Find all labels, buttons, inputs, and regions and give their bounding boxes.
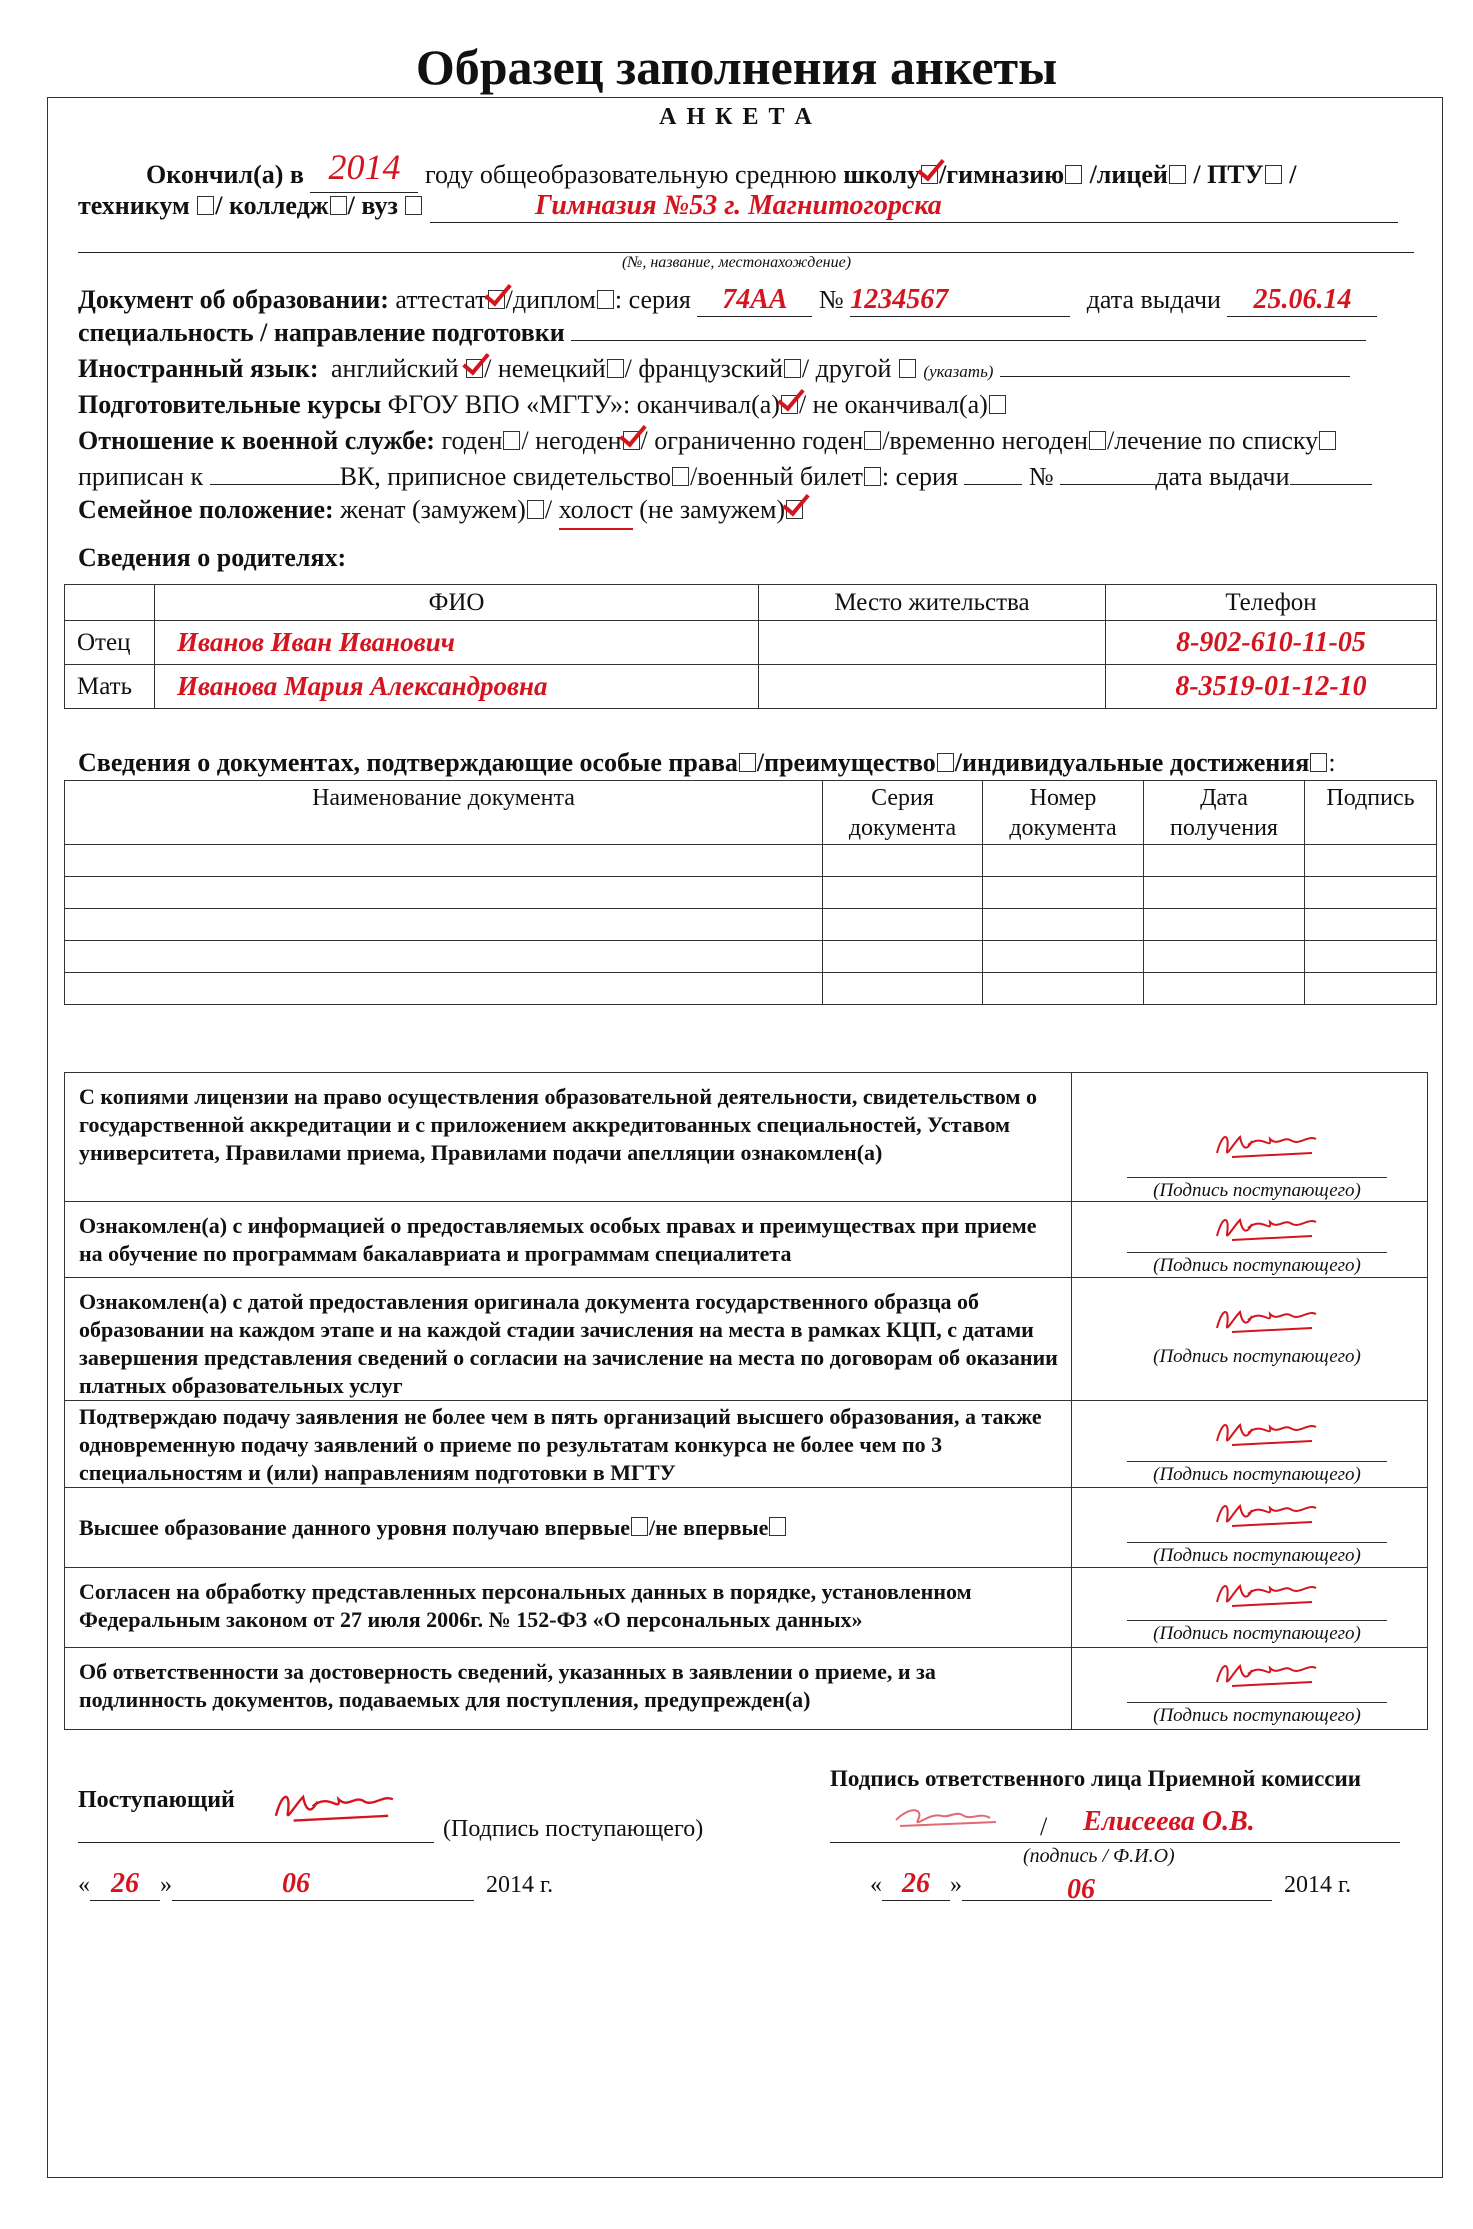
quote-open: « xyxy=(78,1872,90,1898)
table-cell[interactable] xyxy=(65,845,823,877)
parents-header-role xyxy=(65,585,155,621)
special-header-name: Наименование документа xyxy=(65,781,823,845)
commission-day-field[interactable] xyxy=(882,1868,950,1901)
table-cell[interactable] xyxy=(983,941,1144,973)
education-line-2 xyxy=(78,190,1398,223)
military-line-2 xyxy=(78,462,1372,492)
table-cell[interactable] xyxy=(823,877,983,909)
special-heading-a: Сведения о документах, подтверждающие особые права xyxy=(78,748,738,777)
college-checkbox[interactable] xyxy=(330,196,347,215)
mother-phone-cell[interactable] xyxy=(1106,665,1437,709)
diploma-checkbox[interactable] xyxy=(597,290,614,309)
applicant-caption: (Подпись поступающего) xyxy=(443,1816,704,1842)
acknowledgements-table xyxy=(64,1072,1428,1730)
acknowledgement-signature-cell[interactable] xyxy=(1072,1648,1428,1730)
military-series-field[interactable] xyxy=(964,484,1022,485)
father-role: Отец xyxy=(65,621,155,665)
not-first-time-checkbox[interactable] xyxy=(769,1517,786,1536)
form-title: А Н К Е Т А xyxy=(659,104,814,130)
acknowledgement-signature-cell[interactable] xyxy=(1072,1568,1428,1648)
table-cell[interactable] xyxy=(983,973,1144,1005)
year-field[interactable] xyxy=(310,147,418,193)
table-row xyxy=(65,845,1437,877)
specialty-label: специальность / направление подготовки xyxy=(78,318,565,347)
military-number-field[interactable] xyxy=(1060,484,1155,485)
applicant-month: 06 xyxy=(282,1868,310,1899)
temp-unfit-label: /временно негоден xyxy=(882,426,1088,455)
english-label: английский xyxy=(331,354,459,383)
language-label: Иностранный язык: xyxy=(78,354,319,383)
father-address[interactable] xyxy=(759,621,1106,665)
advantage-checkbox[interactable] xyxy=(937,753,954,772)
series-field[interactable] xyxy=(697,284,812,317)
acknowledgement-row xyxy=(65,1202,1428,1278)
date-field[interactable] xyxy=(1227,284,1377,317)
acknowledgement-text: Согласен на обработку представленных персональных данных в порядке, установленном Федеральным законом от 27 июля 2006г. № 152-ФЗ «О персональных данных» xyxy=(65,1568,1072,1648)
military-number-label: № xyxy=(1028,462,1054,491)
german-checkbox[interactable] xyxy=(607,359,624,378)
mother-role: Мать xyxy=(65,665,155,709)
table-cell[interactable] xyxy=(983,909,1144,941)
signature-caption: (Подпись поступающего) xyxy=(1127,1542,1387,1567)
attestat-label: аттестат xyxy=(395,285,487,314)
parents-header-address: Место жительства xyxy=(759,585,1106,621)
university-label: / вуз xyxy=(347,191,398,220)
english-checkbox[interactable] xyxy=(466,359,483,378)
date-label: дата выдачи xyxy=(1086,285,1221,314)
special-heading-c: /индивидуальные достижения xyxy=(954,748,1310,777)
graduated-label: Окончил(а) в xyxy=(146,160,304,189)
university-checkbox[interactable] xyxy=(405,196,422,215)
acknowledgement-row xyxy=(65,1278,1428,1401)
mother-address[interactable] xyxy=(759,665,1106,709)
married-label: женат (замужем) xyxy=(340,495,526,524)
other-checkbox[interactable] xyxy=(899,359,916,378)
treatment-label: /лечение по списку xyxy=(1106,426,1319,455)
acknowledgement-text: Об ответственности за достоверность сведений, указанных в заявлении о приеме, и за подлинность документов, подаваемых для поступления, предупрежден(а) xyxy=(65,1648,1072,1730)
achievements-checkbox[interactable] xyxy=(1310,753,1327,772)
series-label: : серия xyxy=(614,285,691,314)
handwritten-signature xyxy=(1212,1652,1322,1692)
french-label: / французский xyxy=(624,354,783,383)
family-line xyxy=(78,495,804,525)
table-cell[interactable] xyxy=(983,877,1144,909)
limited-label: / ограниченно годен xyxy=(640,426,864,455)
commission-year: 2014 г. xyxy=(1284,1872,1352,1898)
other-language-field[interactable] xyxy=(1000,376,1350,377)
unfit-checkbox[interactable] xyxy=(623,431,640,450)
unfit-label: / негоден xyxy=(521,426,622,455)
father-name-cell[interactable] xyxy=(155,621,759,665)
table-row xyxy=(65,621,1437,665)
table-cell[interactable] xyxy=(1144,845,1305,877)
commission-name: Елисеева О.В. xyxy=(1083,1806,1255,1837)
table-cell[interactable] xyxy=(823,941,983,973)
institution-value: Гимназия №53 г. Магнитогорска xyxy=(534,190,942,221)
applicant-day-field[interactable] xyxy=(90,1868,160,1901)
applicant-day: 26 xyxy=(111,1868,139,1899)
signature-caption: (Подпись поступающего) xyxy=(1153,1346,1361,1367)
language-line xyxy=(78,354,1350,384)
married-checkbox[interactable] xyxy=(527,500,544,519)
acknowledgement-signature-cell[interactable] xyxy=(1072,1073,1428,1202)
table-row xyxy=(65,941,1437,973)
document-line xyxy=(78,284,1377,317)
table-cell[interactable] xyxy=(65,909,823,941)
handwritten-signature xyxy=(1212,1572,1322,1612)
parents-header-phone: Телефон xyxy=(1106,585,1437,621)
first-time-checkbox[interactable] xyxy=(631,1517,648,1536)
table-row xyxy=(65,973,1437,1005)
attestat-checkbox[interactable] xyxy=(488,290,505,309)
handwritten-signature xyxy=(1212,1206,1322,1246)
german-label: / немецкий xyxy=(484,354,606,383)
mother-name-cell[interactable] xyxy=(155,665,759,709)
family-label: Семейное положение: xyxy=(78,495,334,524)
number-label: № xyxy=(818,285,844,314)
table-cell[interactable] xyxy=(823,909,983,941)
acknowledgement-signature-cell[interactable] xyxy=(1072,1202,1428,1278)
specialty-line xyxy=(78,318,1366,348)
school-label: школу xyxy=(843,160,921,189)
acknowledgement-row xyxy=(65,1073,1428,1202)
special-heading-b: /преимущество xyxy=(756,748,936,777)
special-heading xyxy=(78,748,1336,778)
table-cell[interactable] xyxy=(65,877,823,909)
courses-not-finished-checkbox[interactable] xyxy=(989,395,1006,414)
not-first-time-label: /не впервые xyxy=(649,1514,769,1540)
table-cell[interactable] xyxy=(65,973,823,1005)
military-date-label: дата выдачи xyxy=(1155,462,1290,491)
ptu-label: / ПТУ xyxy=(1193,160,1264,189)
series-value: 74АА xyxy=(722,284,788,315)
military-line xyxy=(78,426,1337,456)
signature-caption: (Подпись поступающего) xyxy=(1127,1702,1387,1727)
special-documents-table xyxy=(64,780,1437,1005)
slash: / xyxy=(1289,160,1297,189)
courses-text: ФГОУ ВПО «МГТУ»: оканчивал(а) xyxy=(387,390,780,419)
acknowledgement-text: Подтверждаю подачу заявления не более чем в пять организаций высшего образования, а также одновременную подачу заявлений о приеме по результатам конкурса не более чем по 3 специальностям и (или) направлениям подготовки в МГТУ xyxy=(65,1401,1072,1488)
quote-close: » xyxy=(160,1872,172,1898)
parents-table xyxy=(64,584,1437,709)
courses-finished-checkbox[interactable] xyxy=(781,395,798,414)
table-row xyxy=(65,665,1437,709)
courses-line xyxy=(78,390,1007,420)
institution-line-2 xyxy=(78,252,1414,253)
military-id-checkbox[interactable] xyxy=(864,467,881,486)
single-checkbox[interactable] xyxy=(786,500,803,519)
handwritten-signature xyxy=(1212,1123,1322,1163)
signature-caption: (Подпись поступающего) xyxy=(1127,1252,1387,1277)
acknowledgement-signature-cell[interactable] xyxy=(1072,1401,1428,1488)
french-checkbox[interactable] xyxy=(784,359,801,378)
commission-month-field[interactable] xyxy=(962,1868,1272,1905)
document-label: Документ об образовании: xyxy=(78,285,389,314)
acknowledgement-signature-cell[interactable] xyxy=(1072,1278,1428,1401)
year-suffix: году общеобразовательную среднюю xyxy=(424,160,837,189)
table-row xyxy=(65,877,1437,909)
gymnasium-label: /гимназию xyxy=(939,160,1065,189)
slash: / xyxy=(1040,1812,1048,1841)
page-title: Образец заполнения анкеты xyxy=(415,39,1058,95)
quote-open: « xyxy=(870,1872,882,1898)
acknowledgement-text: С копиями лицензии на право осуществления образовательной деятельности, свидетельством о государственной аккредитации и с приложением аккредитованных специальностей, Уставом университета, Правилами приема, Правилами подачи апелляции ознакомлен(а) xyxy=(65,1073,1072,1202)
vk-field[interactable] xyxy=(210,484,340,485)
quote-close: » xyxy=(950,1872,962,1898)
applicant-signature-line[interactable] xyxy=(78,1842,434,1843)
handwritten-signature xyxy=(1212,1298,1322,1338)
courses-label: Подготовительные курсы xyxy=(78,390,382,419)
commission-date xyxy=(870,1868,1352,1905)
military-series-label: : серия xyxy=(881,462,958,491)
father-phone: 8-902-610-11-05 xyxy=(1176,626,1366,658)
table-row xyxy=(65,909,1437,941)
acknowledgement-row xyxy=(65,1488,1428,1568)
applicant-label: Поступающий xyxy=(78,1787,235,1813)
table-cell[interactable] xyxy=(65,941,823,973)
table-cell[interactable] xyxy=(1305,941,1437,973)
applicant-month-field[interactable] xyxy=(172,1868,474,1901)
lyceum-checkbox[interactable] xyxy=(1169,165,1186,184)
technikum-label: техникум xyxy=(78,191,190,220)
school-checkbox[interactable] xyxy=(921,165,938,184)
applicant-signature xyxy=(270,1780,400,1828)
commission-signature xyxy=(890,1796,1010,1836)
applicant-year: 2014 г. xyxy=(486,1872,554,1898)
acknowledgement-signature-cell[interactable] xyxy=(1072,1488,1428,1568)
table-cell[interactable] xyxy=(1144,941,1305,973)
applicant-date xyxy=(78,1868,553,1901)
table-cell[interactable] xyxy=(1144,973,1305,1005)
single-label: холост xyxy=(559,495,633,530)
limited-checkbox[interactable] xyxy=(864,431,881,450)
father-name: Иванов Иван Иванович xyxy=(177,627,455,657)
handwritten-signature xyxy=(1212,1411,1322,1451)
temp-unfit-checkbox[interactable] xyxy=(1089,431,1106,450)
military-label: Отношение к военной службе: xyxy=(78,426,435,455)
assigned-label: приписан к xyxy=(78,462,204,491)
commission-caption: (подпись / Ф.И.О) xyxy=(1023,1845,1175,1867)
fit-checkbox[interactable] xyxy=(503,431,520,450)
courses-not-finished-label: / не оканчивал(а) xyxy=(798,390,988,419)
treatment-checkbox[interactable] xyxy=(1319,431,1336,450)
single-note: (не замужем) xyxy=(639,495,786,524)
mother-name: Иванова Мария Александровна xyxy=(177,671,548,701)
table-cell[interactable] xyxy=(823,973,983,1005)
number-field[interactable] xyxy=(850,284,1070,317)
lyceum-label: /лицей xyxy=(1089,160,1168,189)
special-header-signature: Подпись xyxy=(1305,781,1437,845)
acknowledgement-row xyxy=(65,1568,1428,1648)
acknowledgement-text xyxy=(65,1488,1072,1568)
acknowledgement-text: Ознакомлен(а) с информацией о предоставляемых особых правах и преимуществах при приеме на обучение по программам бакалавриата и программам специалитета xyxy=(65,1202,1072,1278)
acknowledgement-text: Ознакомлен(а) с датой предоставления оригинала документа государственного образца об образовании на каждом этапе и на каждой стадии зачисления на места в рамках КЦП, с датами завершения представления сведений о согласии на зачисление на места по договорам об оказании платных образовательных услуг xyxy=(65,1278,1072,1401)
vk-label: ВК, приписное свидетельство xyxy=(339,462,671,491)
special-heading-colon: : xyxy=(1328,748,1336,777)
signature-caption: (Подпись поступающего) xyxy=(1127,1620,1387,1645)
acknowledgement-row xyxy=(65,1401,1428,1488)
special-rights-checkbox[interactable] xyxy=(739,753,756,772)
military-id-label: /военный билет xyxy=(690,462,863,491)
table-cell[interactable] xyxy=(1305,877,1437,909)
ptu-checkbox[interactable] xyxy=(1265,165,1282,184)
slash: / xyxy=(544,495,553,524)
table-cell[interactable] xyxy=(1144,877,1305,909)
father-phone-cell[interactable] xyxy=(1106,621,1437,665)
specialty-field[interactable] xyxy=(571,340,1366,341)
signature-caption: (Подпись поступающего) xyxy=(1127,1177,1387,1202)
handwritten-signature xyxy=(1212,1492,1322,1532)
special-header-series: Серия документа xyxy=(823,781,983,845)
diploma-label: /диплом xyxy=(505,285,596,314)
date-value: 25.06.14 xyxy=(1253,284,1352,315)
acknowledgement-row xyxy=(65,1648,1428,1730)
first-time-label: Высшее образование данного уровня получаю впервые xyxy=(79,1514,631,1540)
military-date-field[interactable] xyxy=(1290,484,1372,485)
college-label: / колледж xyxy=(215,191,329,220)
other-label: / другой xyxy=(801,354,892,383)
language-hint: (указать) xyxy=(923,362,994,381)
signature-caption: (Подпись поступающего) xyxy=(1127,1461,1387,1486)
parents-heading: Сведения о родителях: xyxy=(78,543,347,572)
technikum-checkbox[interactable] xyxy=(197,196,214,215)
commission-signature-line[interactable] xyxy=(830,1842,1400,1843)
special-header-number: Номер документа xyxy=(983,781,1144,845)
institution-hint: (№, название, местонахождение) xyxy=(621,254,852,271)
commission-label: Подпись ответственного лица Приемной комиссии xyxy=(830,1766,1362,1791)
fit-label: годен xyxy=(441,426,503,455)
special-header-date: Дата получения xyxy=(1144,781,1305,845)
table-cell[interactable] xyxy=(1144,909,1305,941)
education-line-1 xyxy=(146,147,1297,193)
year-value: 2014 xyxy=(328,147,401,187)
table-cell[interactable] xyxy=(823,845,983,877)
institution-field[interactable] xyxy=(430,190,1398,223)
gymnasium-checkbox[interactable] xyxy=(1065,165,1082,184)
table-cell[interactable] xyxy=(1305,973,1437,1005)
table-cell[interactable] xyxy=(1305,909,1437,941)
mother-phone: 8-3519-01-12-10 xyxy=(1175,670,1367,702)
number-value: 1234567 xyxy=(850,284,949,315)
table-cell[interactable] xyxy=(1305,845,1437,877)
commission-day: 26 xyxy=(902,1868,930,1899)
parents-header-name: ФИО xyxy=(155,585,759,621)
table-cell[interactable] xyxy=(983,845,1144,877)
commission-month: 06 xyxy=(1067,1874,1095,1905)
registration-certificate-checkbox[interactable] xyxy=(672,467,689,486)
